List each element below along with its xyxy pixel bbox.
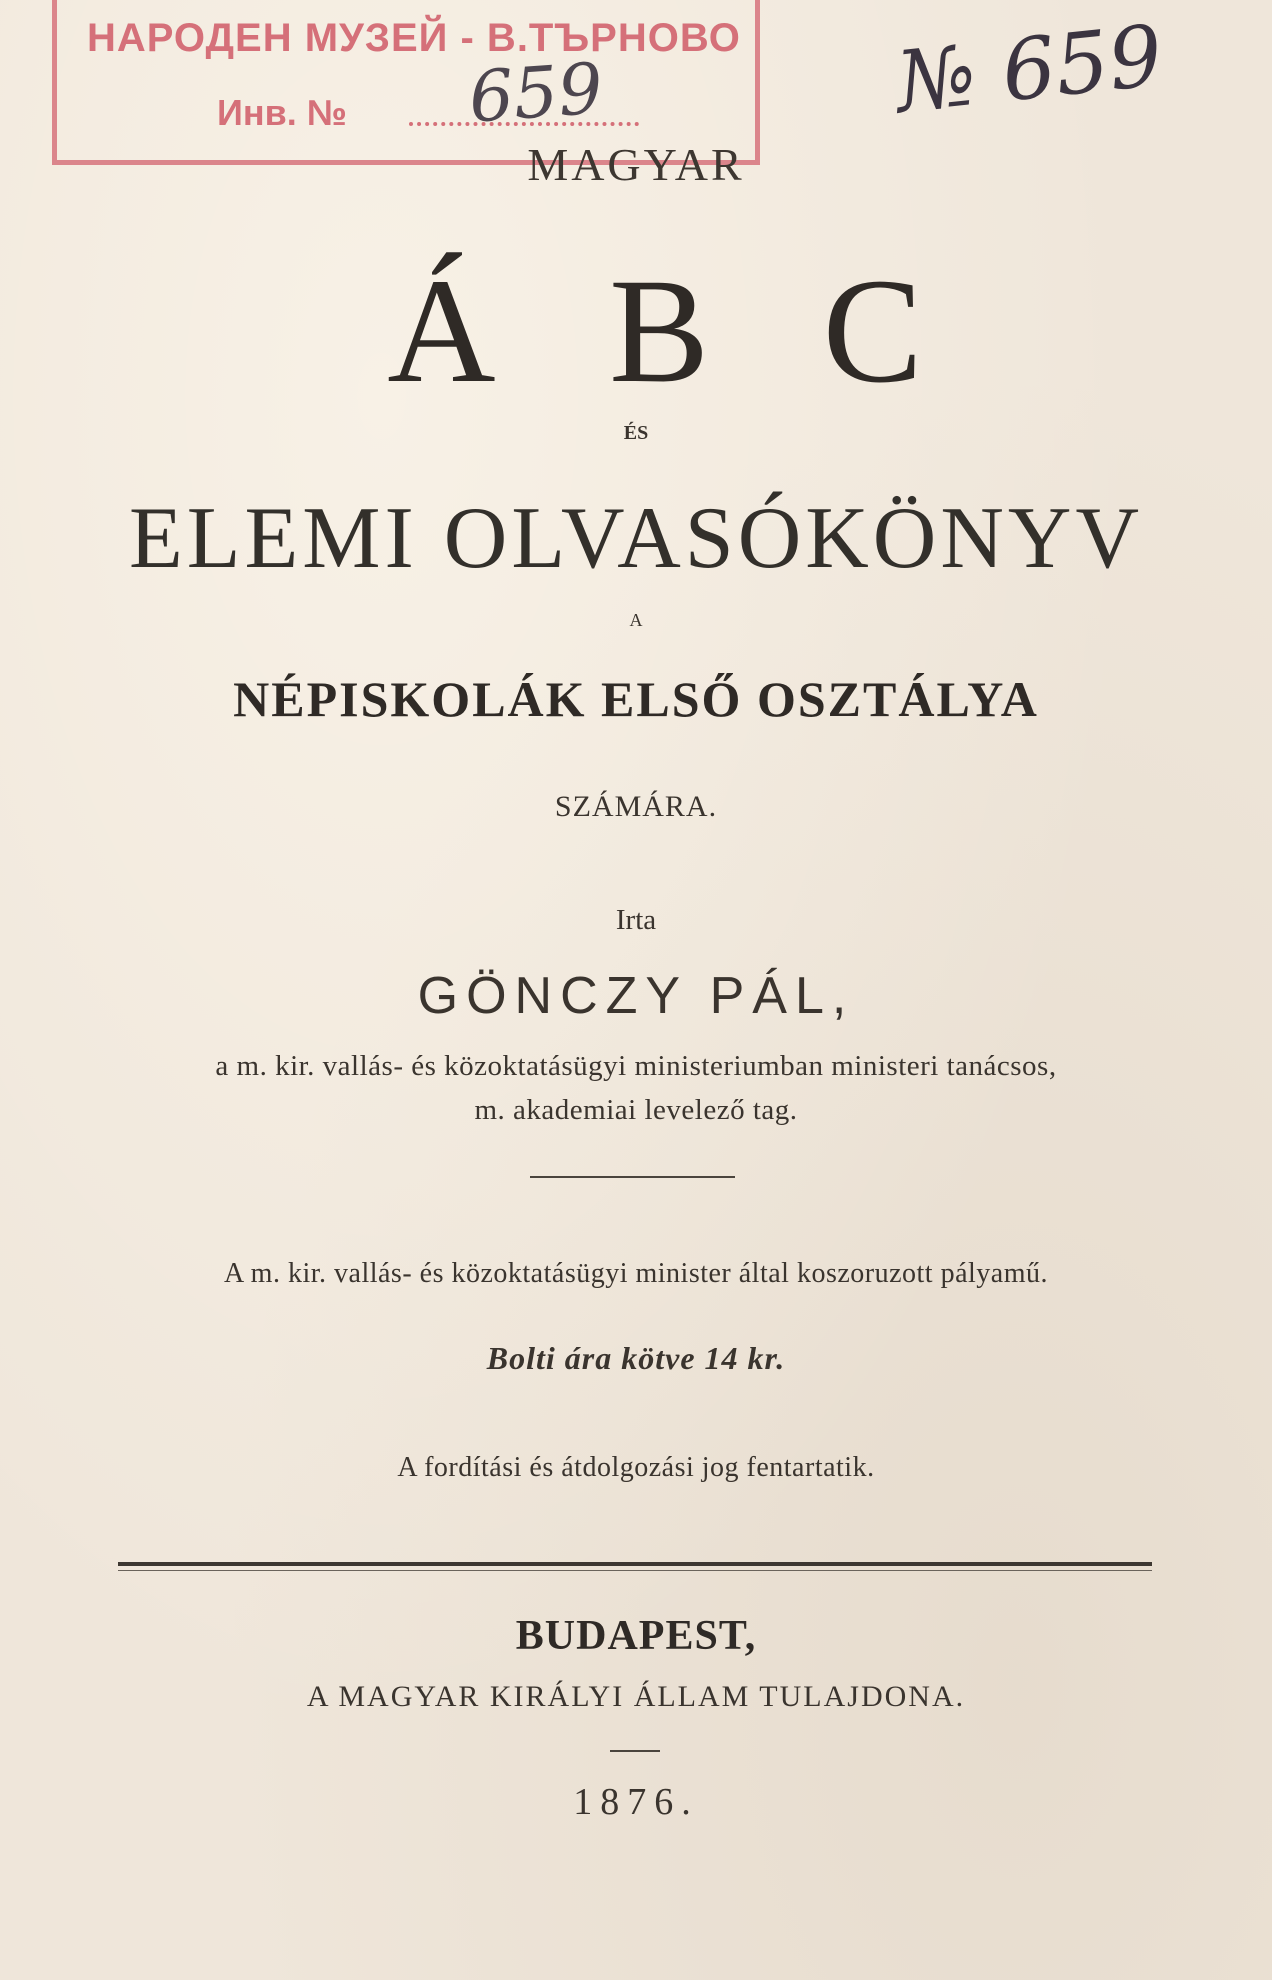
title-nepiskolak: NÉPISKOLÁK ELSŐ OSZTÁLYA: [233, 671, 1039, 727]
divider-long-thin: [118, 1570, 1152, 1571]
author-name: GÖNCZY PÁL,: [417, 967, 855, 1025]
imprint-city: BUDAPEST,: [515, 1613, 757, 1659]
title-szamara: SZÁMÁRA.: [554, 790, 718, 823]
divider-tiny: [610, 1750, 660, 1752]
price-note: Bolti ára kötve 14 kr.: [486, 1340, 786, 1376]
imprint-year: 1876.: [573, 1781, 699, 1823]
stamp-museum-name: НАРОДЕН МУЗЕЙ - В.ТЪРНОВО: [87, 16, 741, 60]
divider-long: [118, 1562, 1152, 1566]
title-abc: Á B C: [387, 248, 961, 414]
stamp-handwritten-number: 659: [466, 47, 606, 139]
rights-note: A fordítási és átdolgozási jog fentartatik.: [397, 1452, 875, 1483]
title-a: A: [629, 610, 643, 630]
author-affiliation-line1: a m. kir. vallás- és közoktatásügyi ministeriumban ministeri tanácsos,: [215, 1050, 1057, 1082]
award-note: A m. kir. vallás- és közoktatásügyi minister által koszoruzott pályamű.: [224, 1258, 1048, 1289]
imprint-publisher: A MAGYAR KIRÁLYI ÁLLAM TULAJDONA.: [306, 1680, 966, 1713]
corner-handwritten-number: № 659: [891, 6, 1167, 132]
author-affiliation-line2: m. akademiai levelező tag.: [474, 1094, 798, 1126]
title-es: ÉS: [623, 422, 649, 444]
author-irta: Irta: [615, 904, 657, 936]
stamp-inventory-label: Инв. №: [217, 92, 347, 133]
title-magyar: MAGYAR: [527, 139, 745, 190]
divider-short: [530, 1176, 735, 1178]
title-elemi-olvasokonyv: ELEMI OLVASÓKÖNYV: [128, 490, 1144, 587]
